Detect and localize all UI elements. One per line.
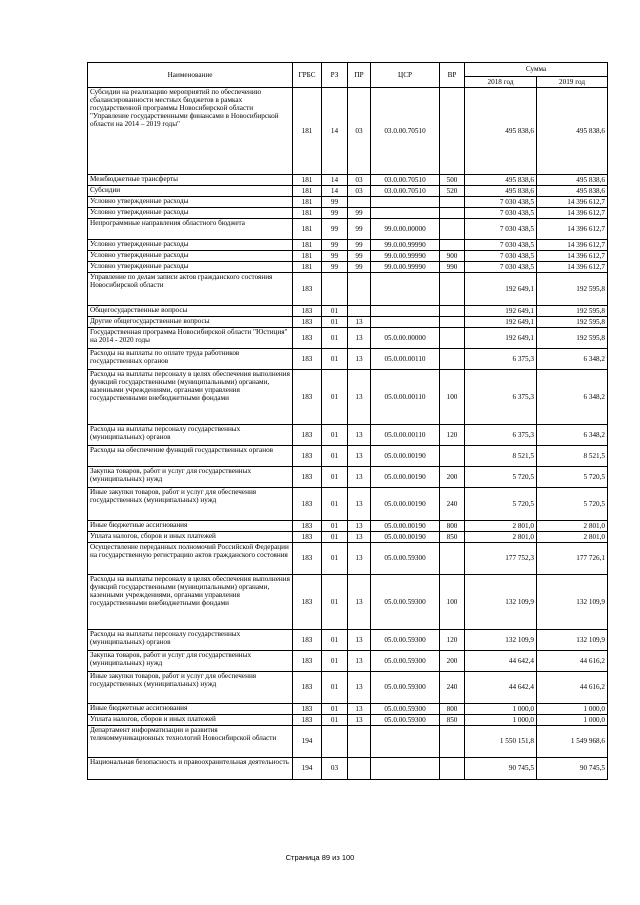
cell-pr: 13 [348, 370, 371, 425]
cell-rz: 01 [322, 349, 348, 370]
cell-sum-2019: 192 595,8 [537, 317, 608, 328]
cell-vr: 800 [440, 704, 465, 715]
cell-pr: 99 [348, 219, 371, 240]
cell-vr [440, 349, 465, 370]
cell-grbs: 183 [293, 543, 322, 575]
cell-vr: 500 [440, 175, 465, 186]
table-row [88, 521, 608, 532]
cell-csr: 03.0.00.70510 [371, 186, 440, 197]
cell-sum-2018: 192 649,1 [465, 317, 537, 328]
cell-grbs: 183 [293, 306, 322, 317]
cell-rz: 03 [322, 758, 348, 780]
cell-name: Расходы на обеспечение функций государственных органов [88, 446, 293, 467]
cell-rz: 01 [322, 317, 348, 328]
cell-grbs: 181 [293, 208, 322, 219]
cell-sum-2018: 495 838,6 [465, 175, 537, 186]
table-row [88, 186, 608, 197]
cell-sum-2019: 1 000,0 [537, 715, 608, 726]
cell-sum-2018: 6 375,3 [465, 370, 537, 425]
table-row [88, 630, 608, 651]
cell-sum-2018: 7 030 438,5 [465, 240, 537, 251]
cell-rz: 01 [322, 672, 348, 704]
cell-vr: 850 [440, 532, 465, 543]
cell-name: Расходы на выплаты персоналу в целях обеспечения выполнения функций государственными (муниципальными) органами, казенными учреждениями, органами управления государственными внебюджетными фондами [88, 370, 293, 425]
cell-rz: 01 [322, 328, 348, 349]
cell-sum-2018: 132 109,9 [465, 575, 537, 630]
cell-pr: 13 [348, 575, 371, 630]
cell-sum-2019: 177 726,1 [537, 543, 608, 575]
cell-csr [371, 726, 440, 758]
cell-sum-2019: 132 109,9 [537, 630, 608, 651]
cell-vr [440, 446, 465, 467]
cell-csr: 05.0.00.00110 [371, 425, 440, 446]
cell-rz [322, 726, 348, 758]
cell-pr: 03 [348, 175, 371, 186]
cell-csr [371, 306, 440, 317]
budget-table [87, 62, 608, 780]
table-row [88, 262, 608, 273]
cell-name: Иные закупки товаров, работ и услуг для обеспечения государственных (муниципальных) нужд [88, 488, 293, 521]
cell-sum-2018: 1 000,0 [465, 704, 537, 715]
cell-grbs: 194 [293, 758, 322, 780]
cell-vr: 850 [440, 715, 465, 726]
cell-name: Условно утвержденные расходы [88, 197, 293, 208]
cell-sum-2019: 44 616,2 [537, 651, 608, 672]
cell-sum-2019: 90 745,5 [537, 758, 608, 780]
cell-grbs: 183 [293, 488, 322, 521]
cell-name: Иные бюджетные ассигнования [88, 521, 293, 532]
cell-csr: 05.0.00.00110 [371, 370, 440, 425]
cell-name: Закупка товаров, работ и услуг для государственных (муниципальных) нужд [88, 467, 293, 488]
cell-grbs: 183 [293, 704, 322, 715]
table-row [88, 317, 608, 328]
header-vr: ВР [440, 63, 465, 88]
cell-grbs: 181 [293, 240, 322, 251]
cell-sum-2018: 2 801,0 [465, 532, 537, 543]
table-row [88, 175, 608, 186]
cell-csr: 03.0.00.70510 [371, 175, 440, 186]
cell-sum-2019: 5 720,5 [537, 467, 608, 488]
cell-name: Уплата налогов, сборов и иных платежей [88, 715, 293, 726]
cell-sum-2018: 192 649,1 [465, 328, 537, 349]
cell-vr [440, 197, 465, 208]
cell-name: Департамент информатизации и развития телекоммуникационных технологий Новосибирской области [88, 726, 293, 758]
cell-name: Общегосударственные вопросы [88, 306, 293, 317]
cell-sum-2018: 90 745,5 [465, 758, 537, 780]
cell-grbs: 181 [293, 186, 322, 197]
cell-pr: 13 [348, 521, 371, 532]
cell-grbs: 183 [293, 317, 322, 328]
cell-sum-2018: 192 649,1 [465, 273, 537, 306]
header-grbs: ГРБС [293, 63, 322, 88]
cell-sum-2019: 14 396 612,7 [537, 262, 608, 273]
header-rz: РЗ [322, 63, 348, 88]
cell-grbs: 183 [293, 349, 322, 370]
cell-pr: 99 [348, 251, 371, 262]
cell-rz: 01 [322, 715, 348, 726]
cell-vr: 200 [440, 467, 465, 488]
cell-grbs: 183 [293, 575, 322, 630]
cell-name: Расходы на выплаты по оплате труда работников государственных органов [88, 349, 293, 370]
cell-grbs: 181 [293, 262, 322, 273]
cell-pr: 13 [348, 488, 371, 521]
cell-sum-2018: 5 720,5 [465, 488, 537, 521]
cell-sum-2018: 2 801,0 [465, 521, 537, 532]
table-row [88, 651, 608, 672]
cell-name: Расходы на выплаты персоналу в целях обеспечения выполнения функций государственными (муниципальными) органами, казенными учреждениями, органами управления государственными внебюджетными фондами [88, 575, 293, 630]
cell-rz: 01 [322, 543, 348, 575]
cell-csr [371, 208, 440, 219]
cell-csr: 99.0.00.00000 [371, 219, 440, 240]
header-2018: 2018 год [465, 77, 537, 88]
cell-pr: 13 [348, 425, 371, 446]
cell-sum-2018: 177 752,3 [465, 543, 537, 575]
cell-sum-2018: 6 375,3 [465, 425, 537, 446]
cell-pr: 03 [348, 186, 371, 197]
cell-rz: 01 [322, 704, 348, 715]
cell-vr [440, 240, 465, 251]
cell-csr: 05.0.00.59300 [371, 651, 440, 672]
cell-sum-2019: 14 396 612,7 [537, 251, 608, 262]
cell-csr: 05.0.00.00000 [371, 328, 440, 349]
cell-sum-2019: 6 348,2 [537, 370, 608, 425]
table-row [88, 726, 608, 758]
cell-rz: 01 [322, 306, 348, 317]
cell-vr: 240 [440, 488, 465, 521]
cell-csr: 05.0.00.00190 [371, 521, 440, 532]
cell-sum-2019: 6 348,2 [537, 425, 608, 446]
cell-vr: 120 [440, 630, 465, 651]
cell-vr [440, 208, 465, 219]
cell-grbs: 183 [293, 651, 322, 672]
cell-sum-2018: 7 030 438,5 [465, 208, 537, 219]
table-row [88, 273, 608, 306]
cell-vr [440, 758, 465, 780]
cell-csr: 05.0.00.00190 [371, 488, 440, 521]
cell-csr: 05.0.00.59300 [371, 575, 440, 630]
cell-csr [371, 197, 440, 208]
cell-rz: 01 [322, 425, 348, 446]
cell-csr: 05.0.00.00190 [371, 532, 440, 543]
cell-sum-2018: 44 642,4 [465, 651, 537, 672]
cell-csr: 05.0.00.00110 [371, 349, 440, 370]
cell-pr: 13 [348, 630, 371, 651]
cell-name: Межбюджетные трансферты [88, 175, 293, 186]
cell-name: Субсидии [88, 186, 293, 197]
cell-name: Расходы на выплаты персоналу государственных (муниципальных) органов [88, 630, 293, 651]
cell-pr: 13 [348, 704, 371, 715]
cell-pr: 13 [348, 467, 371, 488]
cell-vr: 990 [440, 262, 465, 273]
cell-sum-2019: 14 396 612,7 [537, 240, 608, 251]
cell-sum-2019: 14 396 612,7 [537, 197, 608, 208]
cell-vr: 240 [440, 672, 465, 704]
cell-csr: 03.0.00.70510 [371, 88, 440, 175]
cell-name: Закупка товаров, работ и услуг для государственных (муниципальных) нужд [88, 651, 293, 672]
cell-rz: 01 [322, 446, 348, 467]
cell-sum-2019: 495 838,6 [537, 186, 608, 197]
cell-vr: 200 [440, 651, 465, 672]
cell-pr [348, 726, 371, 758]
cell-grbs: 183 [293, 273, 322, 306]
cell-rz: 99 [322, 240, 348, 251]
cell-sum-2018: 6 375,3 [465, 349, 537, 370]
table-row [88, 467, 608, 488]
cell-rz [322, 273, 348, 306]
cell-vr [440, 306, 465, 317]
cell-vr: 900 [440, 251, 465, 262]
cell-rz: 01 [322, 532, 348, 543]
table-row [88, 672, 608, 704]
cell-pr: 99 [348, 262, 371, 273]
cell-csr [371, 758, 440, 780]
table-row [88, 328, 608, 349]
cell-sum-2019: 132 109,9 [537, 575, 608, 630]
cell-grbs: 181 [293, 175, 322, 186]
header-csr: ЦСР [371, 63, 440, 88]
cell-grbs: 183 [293, 532, 322, 543]
page-number: Страница 89 из 100 [285, 853, 355, 862]
cell-grbs: 183 [293, 370, 322, 425]
cell-csr: 99.0.00.99990 [371, 251, 440, 262]
table-row [88, 704, 608, 715]
cell-sum-2019: 2 801,0 [537, 521, 608, 532]
cell-name: Управление по делам записи актов гражданского состояния Новосибирской области [88, 273, 293, 306]
cell-vr [440, 328, 465, 349]
cell-sum-2019: 192 595,8 [537, 273, 608, 306]
table-row [88, 240, 608, 251]
cell-pr: 99 [348, 208, 371, 219]
cell-csr [371, 273, 440, 306]
cell-name: Условно утвержденные расходы [88, 251, 293, 262]
cell-name: Иные закупки товаров, работ и услуг для обеспечения государственных (муниципальных) нужд [88, 672, 293, 704]
cell-vr: 100 [440, 370, 465, 425]
cell-vr [440, 273, 465, 306]
cell-csr: 99.0.00.99990 [371, 262, 440, 273]
cell-grbs: 183 [293, 630, 322, 651]
cell-vr [440, 88, 465, 175]
table-body [88, 88, 608, 780]
cell-rz: 14 [322, 186, 348, 197]
cell-pr: 13 [348, 317, 371, 328]
header-sum: Сумма [465, 63, 608, 77]
cell-pr: 13 [348, 543, 371, 575]
cell-sum-2019: 1 000,0 [537, 704, 608, 715]
cell-csr: 05.0.00.59300 [371, 630, 440, 651]
cell-csr: 05.0.00.00190 [371, 467, 440, 488]
cell-pr: 13 [348, 715, 371, 726]
cell-sum-2018: 7 030 438,5 [465, 197, 537, 208]
cell-csr: 05.0.00.59300 [371, 543, 440, 575]
cell-sum-2019: 192 595,8 [537, 306, 608, 317]
cell-sum-2018: 1 550 151,8 [465, 726, 537, 758]
table-row [88, 219, 608, 240]
cell-sum-2018: 7 030 438,5 [465, 251, 537, 262]
table-row [88, 251, 608, 262]
cell-rz: 01 [322, 488, 348, 521]
cell-sum-2019: 44 616,2 [537, 672, 608, 704]
cell-sum-2019: 14 396 612,7 [537, 219, 608, 240]
cell-rz: 99 [322, 197, 348, 208]
cell-sum-2018: 5 720,5 [465, 467, 537, 488]
cell-sum-2018: 44 642,4 [465, 672, 537, 704]
cell-sum-2019: 1 549 968,6 [537, 726, 608, 758]
cell-csr: 05.0.00.59300 [371, 672, 440, 704]
cell-pr [348, 273, 371, 306]
cell-sum-2019: 14 396 612,7 [537, 208, 608, 219]
table-row [88, 532, 608, 543]
cell-rz: 99 [322, 262, 348, 273]
cell-name: Осуществление переданных полномочий Российской Федерации на государственную регистрацию актов гражданского состояния [88, 543, 293, 575]
cell-rz: 01 [322, 575, 348, 630]
table-row [88, 88, 608, 175]
cell-sum-2019: 6 348,2 [537, 349, 608, 370]
cell-pr: 03 [348, 88, 371, 175]
cell-name: Иные бюджетные ассигнования [88, 704, 293, 715]
cell-grbs: 181 [293, 88, 322, 175]
cell-pr: 13 [348, 651, 371, 672]
cell-name: Условно утвержденные расходы [88, 240, 293, 251]
table-row [88, 446, 608, 467]
cell-pr [348, 306, 371, 317]
cell-grbs: 183 [293, 328, 322, 349]
cell-pr: 13 [348, 672, 371, 704]
cell-sum-2019: 495 838,6 [537, 175, 608, 186]
cell-grbs: 181 [293, 219, 322, 240]
cell-pr: 13 [348, 328, 371, 349]
cell-pr: 13 [348, 349, 371, 370]
table-row [88, 715, 608, 726]
cell-rz: 01 [322, 467, 348, 488]
cell-sum-2019: 2 801,0 [537, 532, 608, 543]
header-name: Наименование [88, 63, 293, 88]
cell-vr: 100 [440, 575, 465, 630]
cell-grbs: 194 [293, 726, 322, 758]
cell-rz: 99 [322, 208, 348, 219]
cell-sum-2018: 7 030 438,5 [465, 262, 537, 273]
cell-vr: 520 [440, 186, 465, 197]
cell-sum-2018: 132 109,9 [465, 630, 537, 651]
cell-csr: 05.0.00.59300 [371, 715, 440, 726]
cell-grbs: 181 [293, 197, 322, 208]
cell-rz: 99 [322, 251, 348, 262]
header-2019: 2019 год [537, 77, 608, 88]
cell-grbs: 183 [293, 467, 322, 488]
cell-vr: 800 [440, 521, 465, 532]
cell-rz: 01 [322, 521, 348, 532]
cell-pr: 13 [348, 532, 371, 543]
cell-csr: 05.0.00.00190 [371, 446, 440, 467]
cell-name: Субсидии на реализацию мероприятий по обеспечению сбалансированности местных бюджетов в рамках государственной программы Новосибирской области "Управление государственными финансами в Новосибирской области на 2014 – 2019 годы" [88, 88, 293, 175]
cell-pr: 13 [348, 446, 371, 467]
cell-sum-2019: 192 595,8 [537, 328, 608, 349]
cell-sum-2018: 495 838,6 [465, 186, 537, 197]
cell-sum-2018: 192 649,1 [465, 306, 537, 317]
cell-pr: 99 [348, 240, 371, 251]
cell-sum-2018: 8 521,5 [465, 446, 537, 467]
cell-grbs: 183 [293, 425, 322, 446]
cell-name: Национальная безопасность и правоохранительная деятельность [88, 758, 293, 780]
cell-name: Другие общегосударственные вопросы [88, 317, 293, 328]
table-row [88, 488, 608, 521]
cell-grbs: 183 [293, 672, 322, 704]
table-row [88, 575, 608, 630]
table-row [88, 349, 608, 370]
cell-name: Уплата налогов, сборов и иных платежей [88, 532, 293, 543]
table-row [88, 543, 608, 575]
cell-pr [348, 758, 371, 780]
cell-name: Условно утвержденные расходы [88, 208, 293, 219]
cell-grbs: 181 [293, 251, 322, 262]
cell-grbs: 183 [293, 715, 322, 726]
cell-sum-2018: 495 838,6 [465, 88, 537, 175]
cell-rz: 99 [322, 219, 348, 240]
table-row [88, 208, 608, 219]
cell-rz: 01 [322, 651, 348, 672]
cell-csr: 99.0.00.99990 [371, 240, 440, 251]
table-row [88, 425, 608, 446]
cell-rz: 01 [322, 630, 348, 651]
cell-vr: 120 [440, 425, 465, 446]
cell-vr [440, 219, 465, 240]
cell-vr [440, 726, 465, 758]
table-row [88, 306, 608, 317]
cell-sum-2018: 7 030 438,5 [465, 219, 537, 240]
cell-rz: 14 [322, 175, 348, 186]
cell-name: Расходы на выплаты персоналу государственных (муниципальных) органов [88, 425, 293, 446]
cell-pr [348, 197, 371, 208]
cell-name: Условно утвержденные расходы [88, 262, 293, 273]
cell-rz: 01 [322, 370, 348, 425]
table-row [88, 370, 608, 425]
table-row [88, 197, 608, 208]
cell-rz: 14 [322, 88, 348, 175]
cell-grbs: 183 [293, 521, 322, 532]
cell-name: Непрограммные направления областного бюджета [88, 219, 293, 240]
cell-csr [371, 317, 440, 328]
header-pr: ПР [348, 63, 371, 88]
table-row [88, 758, 608, 780]
cell-csr: 05.0.00.59300 [371, 704, 440, 715]
cell-vr [440, 543, 465, 575]
cell-grbs: 183 [293, 446, 322, 467]
cell-vr [440, 317, 465, 328]
cell-sum-2018: 1 000,0 [465, 715, 537, 726]
cell-sum-2019: 8 521,5 [537, 446, 608, 467]
cell-sum-2019: 495 838,6 [537, 88, 608, 175]
cell-name: Государственная программа Новосибирской области "Юстиция" на 2014 - 2020 годы [88, 328, 293, 349]
cell-sum-2019: 5 720,5 [537, 488, 608, 521]
